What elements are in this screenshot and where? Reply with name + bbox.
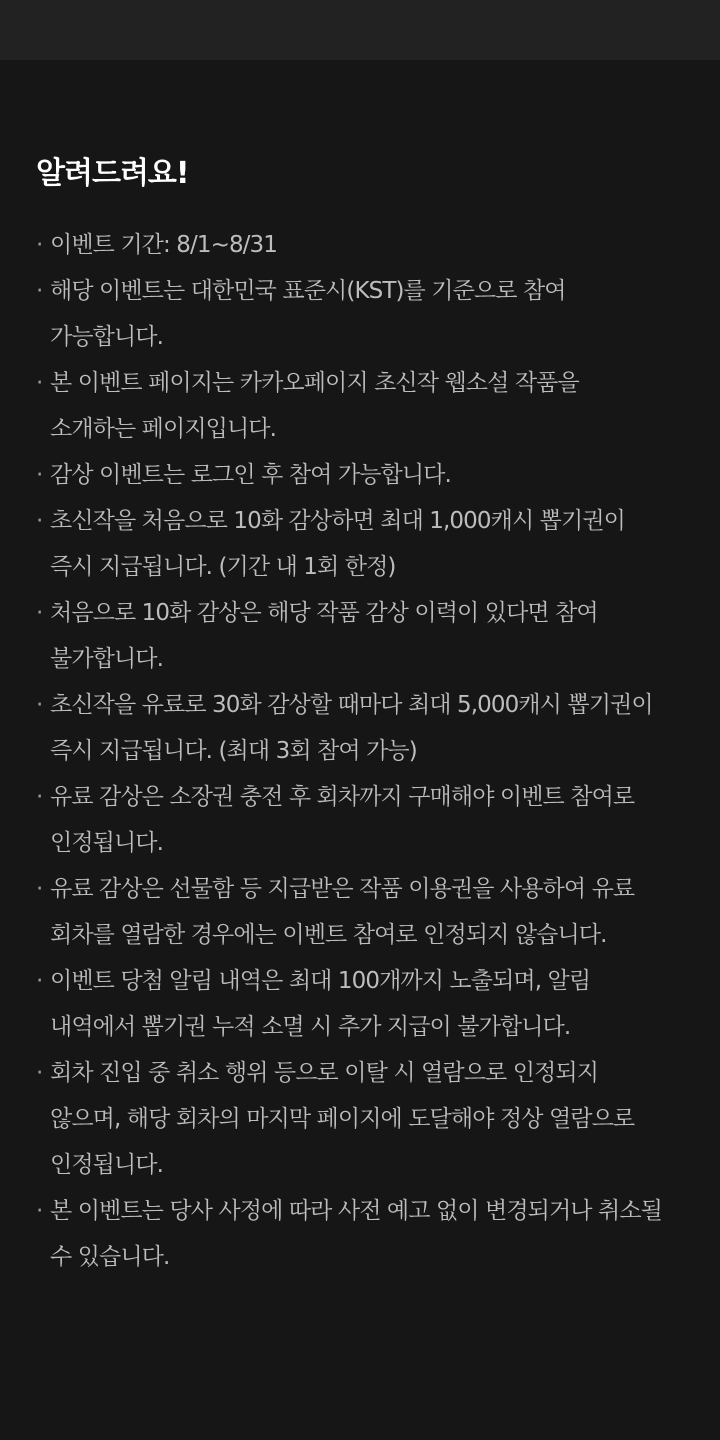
notice-item-text: 처음으로 10화 감상은 해당 작품 감상 이력이 있다면 참여 불가합니다.: [50, 600, 598, 672]
bullet-dot: ·: [36, 784, 43, 810]
bullet-dot: ·: [36, 462, 43, 488]
bullet-dot: ·: [36, 968, 43, 994]
notice-item-history: [36, 590, 684, 682]
notice-item-text: 초신작을 처음으로 10화 감상하면 최대 1,000캐시 뽑기권이 즉시 지급됩니다. (기간 내 1회 한정): [50, 508, 625, 580]
notice-item-text: 감상 이벤트는 로그인 후 참여 가능합니다.: [50, 462, 451, 488]
top-bar: [0, 0, 720, 60]
bullet-dot: ·: [36, 370, 43, 396]
bullet-dot: ·: [36, 1060, 43, 1086]
notice-item-change: [36, 1188, 684, 1280]
notice-title: 알려드려요!: [36, 156, 189, 191]
notice-item-first-10: [36, 498, 684, 590]
bullet-dot: ·: [36, 232, 43, 258]
notice-item-exit: [36, 1050, 684, 1188]
bullet-dot: ·: [36, 692, 43, 718]
notice-section: [0, 60, 720, 1280]
bullet-dot: ·: [36, 600, 43, 626]
notice-item-text: 회차 진입 중 취소 행위 등으로 이탈 시 열람으로 인정되지 않으며, 해당 회차의 마지막 페이지에 도달해야 정상 열람으로 인정됩니다.: [50, 1060, 635, 1178]
bullet-dot: ·: [36, 1198, 43, 1224]
notice-item-alert-history: [36, 958, 684, 1050]
notice-item-page-purpose: [36, 360, 684, 452]
notice-item-text: 이벤트 당첨 알림 내역은 최대 100개까지 노출되며, 알림 내역에서 뽑기권 누적 소멸 시 추가 지급이 불가합니다.: [50, 968, 591, 1040]
notice-item-paid-purchase: [36, 774, 684, 866]
notice-item-text: 본 이벤트는 당사 사정에 따라 사전 예고 없이 변경되거나 취소될 수 있습니다.: [50, 1198, 662, 1270]
notice-item-text: 유료 감상은 소장권 충전 후 회차까지 구매해야 이벤트 참여로 인정됩니다.: [50, 784, 635, 856]
notice-item-period: [36, 222, 684, 268]
notice-item-text: 이벤트 기간: 8/1~8/31: [50, 232, 277, 258]
notice-item-paid-30: [36, 682, 684, 774]
bullet-dot: ·: [36, 278, 43, 304]
notice-item-login: [36, 452, 684, 498]
notice-item-text: 유료 감상은 선물함 등 지급받은 작품 이용권을 사용하여 유료 회차를 열람한 경우에는 이벤트 참여로 인정되지 않습니다.: [50, 876, 635, 948]
notice-list: [36, 222, 684, 1280]
notice-item-gift-ticket: [36, 866, 684, 958]
bullet-dot: ·: [36, 876, 43, 902]
notice-item-text: 본 이벤트 페이지는 카카오페이지 초신작 웹소설 작품을 소개하는 페이지입니다.: [50, 370, 579, 442]
notice-item-text: 해당 이벤트는 대한민국 표준시(KST)를 기준으로 참여 가능합니다.: [50, 278, 566, 350]
bullet-dot: ·: [36, 508, 43, 534]
notice-item-timezone: [36, 268, 684, 360]
notice-item-text: 초신작을 유료로 30화 감상할 때마다 최대 5,000캐시 뽑기권이 즉시 지급됩니다. (최대 3회 참여 가능): [50, 692, 653, 764]
